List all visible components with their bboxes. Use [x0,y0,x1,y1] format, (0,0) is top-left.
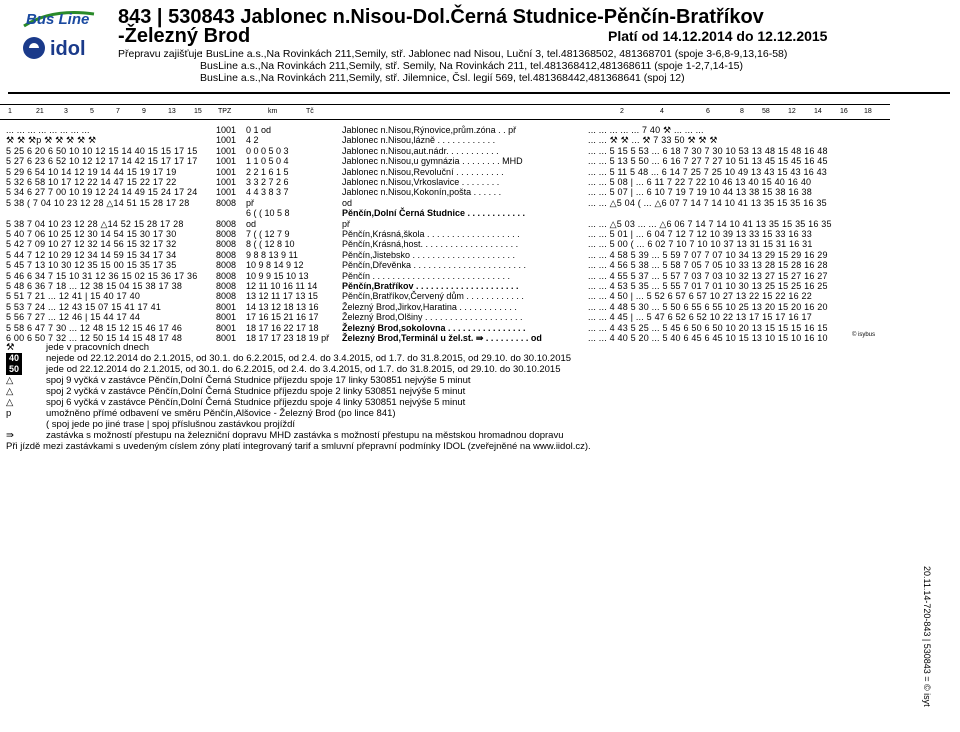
right-times: ... ... 5 11 5 48 ... 6 14 7 25 7 25 10 49 13 43 15 43 16 43 [588,166,828,177]
left-times: 6 00 6 50 7 32 ... 12 50 15 14 15 48 17 48 [6,333,183,343]
table-row [6,291,886,302]
km-cell: 10 9 8 14 9 12 [246,260,304,271]
page-title-continued: -Železný Brod [118,25,251,47]
left-times: 5 48 6 36 7 18 ... 12 38 15 04 15 38 17 38 [6,281,183,291]
trip-header: 15 [194,108,202,115]
left-times: 5 29 6 54 10 14 12 19 14 44 15 19 17 19 [6,166,177,177]
stop-name: Jablonec n.Nisou,Rýnovice,prům.zóna . . př [342,125,517,135]
left-times: 5 53 7 24 ... 12 43 15 07 15 41 17 41 [6,301,162,312]
zone-cell: 8008 [216,229,237,239]
legend-text: ( spoj jede po jiné trase | spoj příslušnou zastávkou projíždí [46,419,296,430]
left-times: 5 42 7 09 10 27 12 32 14 56 15 32 17 32 [6,239,177,250]
legend-symbol [6,364,36,375]
trip-header: 9 [142,108,146,115]
stop-name: Pěnčín . . . . . . . . . . . . . . . . . . . . . . . . . . . . [342,270,511,281]
table-row [6,271,886,282]
stop-name: Jablonec n.Nisou,u gymnázia . . . . . . . . MHD [342,156,523,167]
trip-header: 12 [788,108,796,115]
right-times: ... ... 4 48 5 30 ... 5 50 6 55 6 55 10 25 13 20 15 20 16 20 [588,301,828,312]
km-cell: 10 9 9 15 10 13 [246,270,309,281]
km-cell: od [246,218,257,229]
trip-header: 14 [814,108,822,115]
carrier-line-1: : BusLine a.s.,Na Rovinkách 211,Semily, stř. Jablonec nad Nisou, Luční 3, tel.481368502, 481368701 (spoje 3-6,8-9,13,16-58) [200,48,788,60]
legend-text: umožněno přímé odbavení ve směru Pěnčín,Alšovice - Železný Brod (po lince 841) [46,408,396,419]
table-row [6,187,886,198]
stop-name: Jablonec n.Nisou,Kokonín,pošta . . . . . . [342,187,502,198]
carrier-label: Přepravu zajišťuje [118,48,203,60]
right-times: ... ... △5 03 ... ... △6 06 7 14 7 14 10 41 13 35 15 35 16 35 [588,218,832,229]
table-row [6,135,886,146]
stop-name: Pěnčín,Dolní Černá Studnice . . . . . . . . . . . . [342,208,526,219]
left-times: 5 44 7 12 10 29 12 34 14 59 15 34 17 34 [6,249,177,260]
left-times: 5 58 6 47 7 30 ... 12 48 15 12 15 46 17 46 [6,322,183,333]
left-times: 5 27 6 23 6 52 10 12 12 17 14 42 15 17 17 17 [6,156,198,167]
trip-header: 3 [64,108,68,115]
left-times: 5 38 ( 7 04 10 23 12 28 △14 51 15 28 17 28 [6,197,190,208]
trip-header: 6 [706,108,710,115]
legend-symbol: ⚒ [6,342,15,353]
legend-item [6,408,886,419]
legend-text: spoj 9 vyčká v zastávce Pěnčín,Dolní Černá Studnice příjezdu spoje 17 linky 530851 nejvýše 5 minut [46,375,471,386]
table-row [6,219,886,230]
zone-cell: 8008 [216,249,237,260]
km-cell: 7 ( ( 12 7 9 [246,229,290,239]
tc-header: Tč [306,108,314,115]
carrier-line-2: BusLine a.s.,Na Rovinkách 211,Semily, stř. Semily, Na Rovinkách 211, tel.481368412,481368611 (spoje 1-2,7,14-15) [200,60,744,72]
zone-cell: 8008 [216,239,237,250]
km-cell: 0 0 0 5 0 3 [246,145,289,156]
zone-cell: 1001 [216,177,237,187]
km-cell: 6 ( ( 10 5 8 [246,208,290,219]
zone-cell: 8001 [216,322,237,333]
table-row [6,167,886,178]
trip-header: 16 [840,108,848,115]
left-times: 5 32 6 58 10 17 12 22 14 47 15 22 17 22 [6,177,177,187]
trip-header: 58 [762,108,770,115]
trip-header: 1 [8,108,12,115]
legend-item [6,430,886,441]
right-times: ... ... 5 00 ( ... 6 02 7 10 7 10 10 37 13 31 15 31 16 31 [588,239,813,250]
zone-cell: 8008 [216,281,237,291]
table-row [6,281,886,292]
stop-name: Jablonec n.Nisou,aut.nádr. . . . . . . . . . . [342,145,499,156]
stop-name: Jablonec n.Nisou,Vrkoslavice . . . . . . . . [342,177,500,187]
right-times: ... ... 5 13 5 50 ... 6 16 7 27 7 27 10 51 13 45 15 45 16 45 [588,156,828,167]
carriers-block [118,48,787,84]
stop-name: Železný Brod,Jirkov,Haratina . . . . . . . . . . . . [342,301,517,312]
table-row [6,260,886,271]
stop-name: Železný Brod,Terminál u žel.st. ⇛ . . . . . . . . . od [342,333,542,343]
stop-name: Pěnčín,Jistebsko . . . . . . . . . . . . . . . . . . . . . [342,249,516,260]
zone-cell: 8008 [216,218,237,229]
legend-text: zastávka s možností přestupu na železniční dopravu MHD zastávka s možností přestupu na městskou hromadnou dopravu [46,430,564,441]
trip-header: 8 [740,108,744,115]
table-row [6,239,886,250]
right-times: ... ... 5 01 | ... 6 04 7 12 7 12 10 39 13 33 15 33 16 33 [588,229,812,239]
right-times: ... ... 4 43 5 25 ... 5 45 6 50 6 50 10 20 13 15 15 15 16 15 [588,322,828,333]
page-title: 843 | 530843 Jablonec n.Nisou-Dol.Černá Studnice-Pěnčín-Bratříkov [118,6,764,28]
stop-name: Pěnčín,Krásná,škola . . . . . . . . . . . . . . . . . . . [342,229,520,239]
stop-name: Pěnčín,Bratříkov . . . . . . . . . . . . . . . . . . . . . [342,281,519,291]
left-times: 5 34 6 27 7 00 10 19 12 24 14 49 15 24 17 24 [6,187,198,198]
zone-cell: 8001 [216,312,237,323]
table-row [6,312,886,323]
table-row [6,229,886,240]
stop-name: od [342,197,353,208]
trip-header: 2 [620,108,624,115]
zone-cell: 1001 [216,187,237,198]
right-times: ... ... 5 07 | ... 6 10 7 19 7 19 10 44 13 38 15 38 16 38 [588,187,812,198]
zone-cell: 1001 [216,156,237,167]
right-times: ... ... 4 58 5 39 ... 5 59 7 07 7 07 10 34 13 29 15 29 16 29 [588,249,828,260]
table-row [6,323,886,334]
side-note: 20.11.14-720-843 | 530843 = © isyt [922,566,932,707]
right-times: ... ... 4 56 5 38 ... 5 58 7 05 7 05 10 33 13 28 15 28 16 28 [588,260,828,271]
legend-item [6,353,886,364]
zone-cell: 8008 [216,291,237,302]
legend-item [6,419,886,430]
zone-cell: 1001 [216,166,237,177]
legend-item [6,386,886,397]
km-cell: př [246,197,255,208]
legend-symbol: △ [6,386,14,397]
legend-symbol: ⇛ [6,430,14,441]
right-times: ... ... △5 04 ( ... △6 07 7 14 7 14 10 41 13 35 15 35 16 35 [588,197,827,208]
right-times: ... ... 4 40 5 20 ... 5 40 6 45 6 45 10 15 13 10 15 10 16 10 [588,333,828,343]
left-times: 5 45 7 13 10 30 12 35 15 00 15 35 17 35 [6,260,177,271]
zone-cell: 8001 [216,301,237,312]
km-cell: 18 17 16 22 17 18 [246,322,319,333]
right-times: ... ... 4 53 5 35 ... 5 55 7 01 7 01 10 30 13 25 15 25 16 25 [588,281,828,291]
km-cell: 3 3 2 7 2 6 [246,177,289,187]
trip-header: 13 [168,108,176,115]
legend-text: spoj 2 vyčká v zastávce Pěnčín,Dolní Černá Studnice příjezdu spoje 2 linky 530851 nejvýše 5 minut [46,386,466,397]
legend-text: jede v pracovních dnech [46,342,149,353]
legend-symbol: p [6,408,12,419]
left-times: 5 40 7 06 10 25 12 30 14 54 15 30 17 30 [6,229,177,239]
idol-logo-text: idol [50,38,86,60]
stop-name: př [342,218,351,229]
legend-text: Při jízdě mezi zastávkami s uvedeným císlem zóny platí integrovaný tarif a smluvní přepravní podmínky IDOL (zveřejněné na www.iidol.cz). [6,441,591,452]
busline-logo [22,6,97,32]
stop-name: Jablonec n.Nisou,Revoluční . . . . . . . . . . [342,166,504,177]
left-times: 5 56 7 27 ... 12 46 | 15 44 17 44 [6,312,141,323]
table-row [6,177,886,188]
table-header [0,104,890,120]
right-times: ... ... 4 45 | ... 5 47 6 52 6 52 10 22 13 17 15 17 16 17 [588,312,812,323]
km-cell: 2 2 1 6 1 5 [246,166,289,177]
table-row [6,146,886,157]
isybus-credit: © isybus [852,332,876,338]
legend-symbol: △ [6,397,14,408]
km-cell: 1 1 0 5 0 4 [246,156,289,167]
table-row [6,208,886,219]
left-times: 5 46 6 34 7 15 10 31 12 36 15 02 15 36 17 36 [6,270,198,281]
trip-header: 21 [36,108,44,115]
legend-item [6,441,886,452]
legend-symbol: △ [6,375,14,386]
stop-name: Pěnčín,Krásná,host. . . . . . . . . . . . . . . . . . . . [342,239,519,250]
zone-cell: 8008 [216,260,237,271]
zone-cell: 8008 [216,197,237,208]
legend-code-badge: 50 [6,364,22,375]
legend [6,342,886,452]
km-cell: 4 4 3 8 3 7 [246,187,289,198]
legend-symbol [6,353,36,364]
km-header: km [268,108,278,115]
km-cell: 0 1 od [246,125,272,135]
km-cell: 14 13 12 18 13 16 [246,301,319,312]
stop-name: Železný Brod,Olšiny . . . . . . . . . . . . . . . . . . . . [342,312,523,323]
legend-item [6,364,886,375]
tpz-header: TPZ [218,108,232,115]
left-times: 5 38 7 04 10 23 12 28 △14 52 15 28 17 28 [6,218,184,229]
table-row [6,125,886,136]
km-cell: 12 11 10 16 11 14 [246,281,318,291]
carrier-line-3: BusLine a.s.,Na Rovinkách 211,Semily, stř. Jilemnice, Čsl. legií 569, tel.481368442,481368641 (spoj 12) [200,72,685,84]
zone-cell: 8008 [216,270,237,281]
km-cell: 4 2 [246,135,259,146]
left-times: 5 25 6 20 6 50 10 10 12 15 14 40 15 15 17 15 [6,145,198,156]
legend-text: spoj 6 vyčká v zastávce Pěnčín,Dolní Černá Studnice příjezdu spoje 4 linky 530851 nejvýše 5 minut [46,397,466,408]
km-cell: 9 8 8 13 9 11 [246,249,298,260]
trip-header: 18 [864,108,872,115]
right-times: ... ... 4 50 | ... 5 52 6 57 6 57 10 27 13 22 15 22 16 22 [588,291,812,302]
stop-name: Železný Brod,sokolovna . . . . . . . . . . . . . . . . [342,322,526,333]
validity-period: Platí od 14.12.2014 do 12.12.2015 [608,28,828,44]
zone-cell: 1001 [216,135,237,146]
km-cell: 8 ( ( 12 8 10 [246,239,295,250]
right-times: ... ... 5 08 | ... 6 11 7 22 7 22 10 46 13 40 15 40 16 40 [588,177,812,187]
stop-name: Jablonec n.Nisou,lázně . . . . . . . . . . . . [342,135,496,146]
right-times: ... ... ⚒ ⚒ ... ⚒ 7 33 50 ⚒ ⚒ ⚒ [588,135,718,146]
busline-logo-text: Bus Line [26,11,90,28]
trip-header: 4 [660,108,664,115]
legend-text: jede od 22.12.2014 do 2.1.2015, od 30.1. do 6.2.2015, od 2.4. do 3.4.2015, od 1.7. do 31.8.2015, od 29.10. do 30.10.2015 [46,364,561,375]
left-times: 5 51 7 21 ... 12 41 | 15 40 17 40 [6,291,141,302]
legend-item [6,375,886,386]
zone-cell: 1001 [216,145,237,156]
legend-text: nejede od 22.12.2014 do 2.1.2015, od 30.1. do 6.2.2015, od 2.4. do 3.4.2015, od 1.7. do 31.8.2015, od 29.10. do 30.10.2015 [46,353,572,364]
table-row [6,302,886,313]
km-cell: 17 16 15 21 16 17 [246,312,319,323]
stop-name: Pěnčín,Bratříkov,Červený dům . . . . . . . . . . . . [342,291,524,302]
legend-item [6,397,886,408]
zone-cell: 1001 [216,125,237,135]
right-times: ... ... 5 15 5 53 ... 6 18 7 30 7 30 10 53 13 48 15 48 16 48 [588,145,828,156]
stop-name: Pěnčín,Dřevěnka . . . . . . . . . . . . . . . . . . . . . . . [342,260,527,271]
trip-header: 5 [90,108,94,115]
left-times: ⚒ ⚒ ⚒p ⚒ ⚒ ⚒ ⚒ ⚒ [6,135,97,146]
right-times: ... ... 4 55 5 37 ... 5 57 7 03 7 03 10 32 13 27 15 27 16 27 [588,270,828,281]
zone-cell: 8001 [216,333,237,343]
km-cell: 18 17 17 23 18 19 př [246,333,330,343]
trip-header: 7 [116,108,120,115]
table-row [6,250,886,261]
idol-logo [22,33,97,63]
left-times: ... ... ... ... ... ... ... ... [6,125,90,135]
header-divider [8,92,950,94]
legend-item [6,342,886,353]
legend-code-badge: 40 [6,353,22,364]
table-row [6,156,886,167]
right-times: ... ... ... ... ... 7 40 ⚒ ... ... ... [588,125,704,135]
km-cell: 13 12 11 17 13 15 [246,291,318,302]
